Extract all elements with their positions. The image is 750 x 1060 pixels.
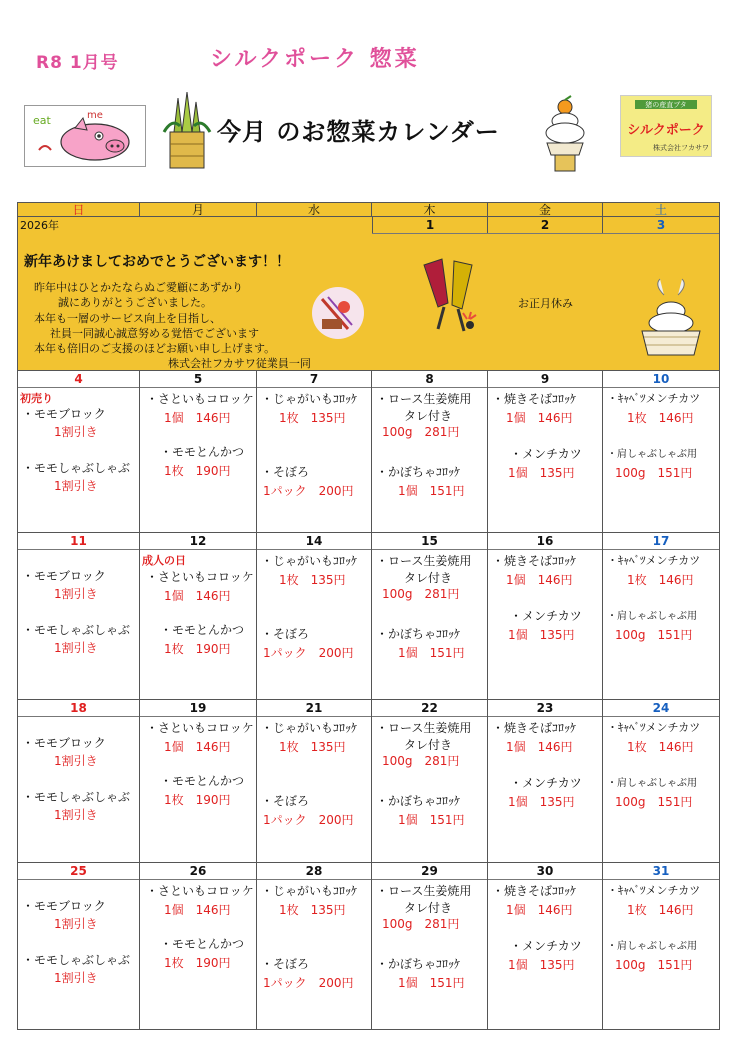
date-number: 26 bbox=[140, 863, 256, 880]
date-number: 25 bbox=[18, 863, 139, 880]
menu-price-1: 1枚 135円 bbox=[279, 903, 346, 917]
day-cell-wed bbox=[257, 700, 372, 862]
weekday-fri: 金 bbox=[488, 203, 603, 216]
menu-item-2: ・そぼろ bbox=[261, 957, 310, 971]
day-cell-thu bbox=[372, 533, 488, 699]
menu-item-2: ・かぼちゃｺﾛｯｹ bbox=[376, 794, 461, 808]
menu-item-1: ・モモブロック bbox=[22, 899, 106, 913]
menu-price-1: 1個 146円 bbox=[506, 411, 573, 425]
date-number: 8 bbox=[372, 371, 487, 388]
menu-price-1: 1割引き bbox=[54, 587, 98, 601]
day-cell-sat bbox=[603, 371, 719, 532]
day-cell-sat bbox=[603, 533, 719, 699]
brand-title: シルクポーク 惣菜 bbox=[210, 47, 420, 72]
weekday-thu: 木 bbox=[372, 203, 488, 216]
date-number: 19 bbox=[140, 700, 256, 717]
menu-item-2: ・メンチカツ bbox=[510, 609, 582, 623]
menu-price-1: 1割引き bbox=[54, 425, 98, 439]
menu-price-1: 1個 146円 bbox=[164, 411, 231, 425]
menu-price-2: 1個 135円 bbox=[508, 795, 575, 809]
date-number: 16 bbox=[488, 533, 602, 550]
greeting-line-5: 本年も倍旧のご支援のほどお願い申し上げます。 bbox=[34, 342, 276, 355]
kagami-mochi-icon bbox=[634, 275, 708, 361]
weekday-sun: 日 bbox=[18, 203, 140, 216]
menu-price-2: 100g 151円 bbox=[615, 628, 693, 642]
date-number: 30 bbox=[488, 863, 602, 880]
menu-item-2: ・モモしゃぶしゃぶ bbox=[22, 623, 131, 637]
menu-item-2: ・肩しゃぶしゃぶ用 bbox=[607, 611, 697, 622]
menu-item-1: ・焼きそばｺﾛｯｹ bbox=[492, 554, 577, 568]
menu-item-2: ・モモしゃぶしゃぶ bbox=[22, 790, 131, 804]
menu-item-1: ・じゃがいもｺﾛｯｹ bbox=[261, 884, 358, 898]
menu-price-2: 1パック 200円 bbox=[263, 976, 354, 990]
date-3: 3 bbox=[656, 218, 666, 232]
menu-price-1: 100g 281円 bbox=[382, 425, 460, 439]
menu-item-2: ・かぼちゃｺﾛｯｹ bbox=[376, 627, 461, 641]
day-cell-fri bbox=[488, 700, 603, 862]
menu-item-1-note: タレ付き bbox=[404, 409, 453, 423]
event-label: 成人の日 bbox=[142, 554, 186, 567]
menu-price-1: 1枚 135円 bbox=[279, 740, 346, 754]
week-row bbox=[18, 371, 719, 533]
logo-me-text: me bbox=[87, 110, 103, 121]
day-cell-sat bbox=[603, 700, 719, 862]
menu-item-1: ・さといもコロッケ bbox=[146, 392, 254, 406]
date-number: 9 bbox=[488, 371, 602, 388]
menu-price-2: 1パック 200円 bbox=[263, 646, 354, 660]
menu-item-1: ・さといもコロッケ bbox=[146, 570, 254, 584]
menu-item-2: ・肩しゃぶしゃぶ用 bbox=[607, 941, 697, 952]
date-number: 31 bbox=[603, 863, 719, 880]
date-number: 18 bbox=[18, 700, 139, 717]
menu-price-1: 1個 146円 bbox=[506, 903, 573, 917]
menu-item-1: ・ロース生姜焼用 bbox=[376, 884, 472, 898]
event-label: 初売り bbox=[20, 392, 53, 405]
menu-price-1: 100g 281円 bbox=[382, 587, 460, 601]
menu-item-2: ・肩しゃぶしゃぶ用 bbox=[607, 778, 697, 789]
day-cell-wed bbox=[257, 533, 372, 699]
menu-item-1: ・モモブロック bbox=[22, 407, 106, 421]
menu-price-1: 1個 146円 bbox=[506, 573, 573, 587]
weekday-wed: 水 bbox=[257, 203, 372, 216]
menu-price-1: 1枚 146円 bbox=[627, 573, 694, 587]
day-cell-fri bbox=[488, 533, 603, 699]
menu-price-2: 1割引き bbox=[54, 641, 98, 655]
menu-item-2: ・メンチカツ bbox=[510, 447, 582, 461]
hagoita-icon bbox=[420, 255, 482, 335]
menu-item-2: ・モモとんかつ bbox=[160, 774, 245, 788]
menu-item-2: ・そぼろ bbox=[261, 465, 310, 479]
menu-item-2: ・モモしゃぶしゃぶ bbox=[22, 953, 131, 967]
menu-price-1: 1枚 146円 bbox=[627, 740, 694, 754]
greeting-line-1: 昨年中はひとかたならぬご愛顧にあずかり bbox=[34, 281, 243, 294]
day-cell-sat bbox=[603, 863, 719, 1029]
date-1: 1 bbox=[372, 217, 488, 233]
menu-item-2: ・モモとんかつ bbox=[160, 623, 245, 637]
menu-price-1: 1枚 135円 bbox=[279, 573, 346, 587]
menu-price-1: 1枚 135円 bbox=[279, 411, 346, 425]
logo-company-text: 株式会社フカサワ bbox=[653, 144, 709, 152]
menu-price-2: 1個 135円 bbox=[508, 466, 575, 480]
menu-item-2: ・肩しゃぶしゃぶ用 bbox=[607, 449, 697, 460]
day-cell-thu bbox=[372, 371, 488, 532]
new-year-decoration-icon bbox=[308, 285, 366, 341]
day-cell-sun bbox=[18, 371, 140, 532]
date-number: 24 bbox=[603, 700, 719, 717]
menu-price-2: 100g 151円 bbox=[615, 795, 693, 809]
week-row bbox=[18, 533, 719, 700]
menu-price-2: 1枚 190円 bbox=[164, 956, 231, 970]
menu-price-2: 1割引き bbox=[54, 971, 98, 985]
menu-item-2: ・モモとんかつ bbox=[160, 937, 245, 951]
menu-price-1: 1個 146円 bbox=[164, 903, 231, 917]
menu-calendar bbox=[17, 202, 720, 1030]
day-cell-mon bbox=[140, 863, 257, 1029]
day-cell-thu bbox=[372, 700, 488, 862]
menu-item-1: ・ロース生姜焼用 bbox=[376, 721, 472, 735]
menu-price-2: 1個 151円 bbox=[398, 976, 465, 990]
new-year-dates bbox=[372, 217, 719, 234]
menu-item-1: ・ｷｬﾍﾞﾂメンチカツ bbox=[607, 392, 701, 405]
menu-price-2: 1個 135円 bbox=[508, 958, 575, 972]
menu-item-1: ・さといもコロッケ bbox=[146, 721, 254, 735]
menu-price-2: 1パック 200円 bbox=[263, 813, 354, 827]
menu-price-1: 100g 281円 bbox=[382, 917, 460, 931]
weekday-mon: 月 bbox=[140, 203, 257, 216]
pig-logo bbox=[24, 105, 146, 167]
menu-item-1-note: タレ付き bbox=[404, 738, 453, 752]
menu-price-2: 100g 151円 bbox=[615, 466, 693, 480]
menu-price-2: 100g 151円 bbox=[615, 958, 693, 972]
menu-price-1: 100g 281円 bbox=[382, 754, 460, 768]
greeting-signature: 株式会社フカサワ従業員一同 bbox=[168, 357, 311, 370]
menu-item-1: ・ロース生姜焼用 bbox=[376, 554, 472, 568]
day-cell-wed bbox=[257, 371, 372, 532]
issue-label: R8 1月号 bbox=[36, 53, 119, 73]
date-2: 2 bbox=[488, 217, 603, 233]
date-number: 23 bbox=[488, 700, 602, 717]
day-cell-fri bbox=[488, 863, 603, 1029]
date-number: 21 bbox=[257, 700, 371, 717]
menu-price-2: 1個 151円 bbox=[398, 813, 465, 827]
menu-price-1: 1個 146円 bbox=[164, 589, 231, 603]
day-cell-mon bbox=[140, 371, 257, 532]
week-row bbox=[18, 700, 719, 863]
date-number: 12 bbox=[140, 533, 256, 550]
menu-price-2: 1割引き bbox=[54, 808, 98, 822]
weekday-sat: 土 bbox=[654, 203, 667, 217]
menu-price-1: 1個 146円 bbox=[164, 740, 231, 754]
new-year-greeting: 新年あけましておめでとうございます！！ bbox=[24, 254, 290, 270]
menu-price-2: 1個 151円 bbox=[398, 484, 465, 498]
day-cell-thu bbox=[372, 863, 488, 1029]
menu-item-1: ・モモブロック bbox=[22, 736, 106, 750]
date-number: 14 bbox=[257, 533, 371, 550]
menu-item-1: ・焼きそばｺﾛｯｹ bbox=[492, 392, 577, 406]
menu-item-2: ・モモとんかつ bbox=[160, 445, 245, 459]
greeting-line-3: 本年も一層のサービス向上を目指し、 bbox=[34, 312, 221, 325]
menu-item-2: ・そぼろ bbox=[261, 627, 310, 641]
menu-item-2: ・モモしゃぶしゃぶ bbox=[22, 461, 131, 475]
menu-item-1: ・ｷｬﾍﾞﾂメンチカツ bbox=[607, 721, 701, 734]
calendar-title: 今月 のお惣菜カレンダー bbox=[217, 118, 500, 146]
menu-price-1: 1割引き bbox=[54, 917, 98, 931]
silk-pork-logo bbox=[620, 95, 712, 157]
week-row-new-year bbox=[18, 217, 719, 371]
menu-item-1: ・モモブロック bbox=[22, 569, 106, 583]
menu-price-1: 1枚 146円 bbox=[627, 411, 694, 425]
menu-item-1: ・じゃがいもｺﾛｯｹ bbox=[261, 392, 358, 406]
kagami-mochi-illustration bbox=[535, 95, 595, 175]
menu-price-2: 1枚 190円 bbox=[164, 642, 231, 656]
menu-price-2: 1枚 190円 bbox=[164, 793, 231, 807]
menu-price-2: 1個 135円 bbox=[508, 628, 575, 642]
day-cell-sun bbox=[18, 533, 140, 699]
greeting-line-4: 社員一同誠心誠意努める覚悟でございます bbox=[50, 327, 259, 340]
menu-item-1: ・焼きそばｺﾛｯｹ bbox=[492, 884, 577, 898]
day-cell-fri bbox=[488, 371, 603, 532]
menu-item-2: ・かぼちゃｺﾛｯｹ bbox=[376, 957, 461, 971]
menu-item-1: ・じゃがいもｺﾛｯｹ bbox=[261, 721, 358, 735]
date-number: 10 bbox=[603, 371, 719, 388]
date-number: 4 bbox=[18, 371, 139, 388]
menu-item-1: ・ｷｬﾍﾞﾂメンチカツ bbox=[607, 554, 701, 567]
date-number: 17 bbox=[603, 533, 719, 550]
holiday-label: お正月休み bbox=[518, 297, 573, 310]
weekday-header bbox=[18, 203, 719, 217]
kadomatsu-illustration bbox=[160, 92, 214, 170]
menu-price-1: 1枚 146円 bbox=[627, 903, 694, 917]
menu-price-2: 1枚 190円 bbox=[164, 464, 231, 478]
menu-item-1: ・じゃがいもｺﾛｯｹ bbox=[261, 554, 358, 568]
menu-price-1: 1個 146円 bbox=[506, 740, 573, 754]
year-label: 2026年 bbox=[20, 219, 59, 232]
date-number: 15 bbox=[372, 533, 487, 550]
day-cell-mon bbox=[140, 700, 257, 862]
date-number: 22 bbox=[372, 700, 487, 717]
menu-item-1-note: タレ付き bbox=[404, 571, 453, 585]
logo-eat-text: eat bbox=[33, 114, 51, 127]
menu-item-2: ・メンチカツ bbox=[510, 776, 582, 790]
day-cell-wed bbox=[257, 863, 372, 1029]
menu-price-2: 1個 151円 bbox=[398, 646, 465, 660]
menu-item-2: ・かぼちゃｺﾛｯｹ bbox=[376, 465, 461, 479]
date-number: 11 bbox=[18, 533, 139, 550]
week-rows bbox=[18, 371, 719, 1029]
menu-item-1: ・ｷｬﾍﾞﾂメンチカツ bbox=[607, 884, 701, 897]
menu-item-1: ・ロース生姜焼用 bbox=[376, 392, 472, 406]
menu-item-2: ・メンチカツ bbox=[510, 939, 582, 953]
date-number: 29 bbox=[372, 863, 487, 880]
menu-price-2: 1割引き bbox=[54, 479, 98, 493]
greeting-line-2: 誠にありがとうございました。 bbox=[58, 296, 212, 309]
menu-item-1-note: タレ付き bbox=[404, 901, 453, 915]
day-cell-sun bbox=[18, 700, 140, 862]
logo-brand-text: シルクポーク bbox=[627, 123, 705, 138]
week-row bbox=[18, 863, 719, 1029]
day-cell-sun bbox=[18, 863, 140, 1029]
date-number: 28 bbox=[257, 863, 371, 880]
menu-item-1: ・さといもコロッケ bbox=[146, 884, 254, 898]
menu-item-2: ・そぼろ bbox=[261, 794, 310, 808]
menu-item-1: ・焼きそばｺﾛｯｹ bbox=[492, 721, 577, 735]
date-number: 5 bbox=[140, 371, 256, 388]
date-number: 7 bbox=[257, 371, 371, 388]
menu-price-1: 1割引き bbox=[54, 754, 98, 768]
menu-price-2: 1パック 200円 bbox=[263, 484, 354, 498]
day-cell-mon bbox=[140, 533, 257, 699]
logo-tagline: 猪の産直ブタ bbox=[645, 101, 687, 109]
